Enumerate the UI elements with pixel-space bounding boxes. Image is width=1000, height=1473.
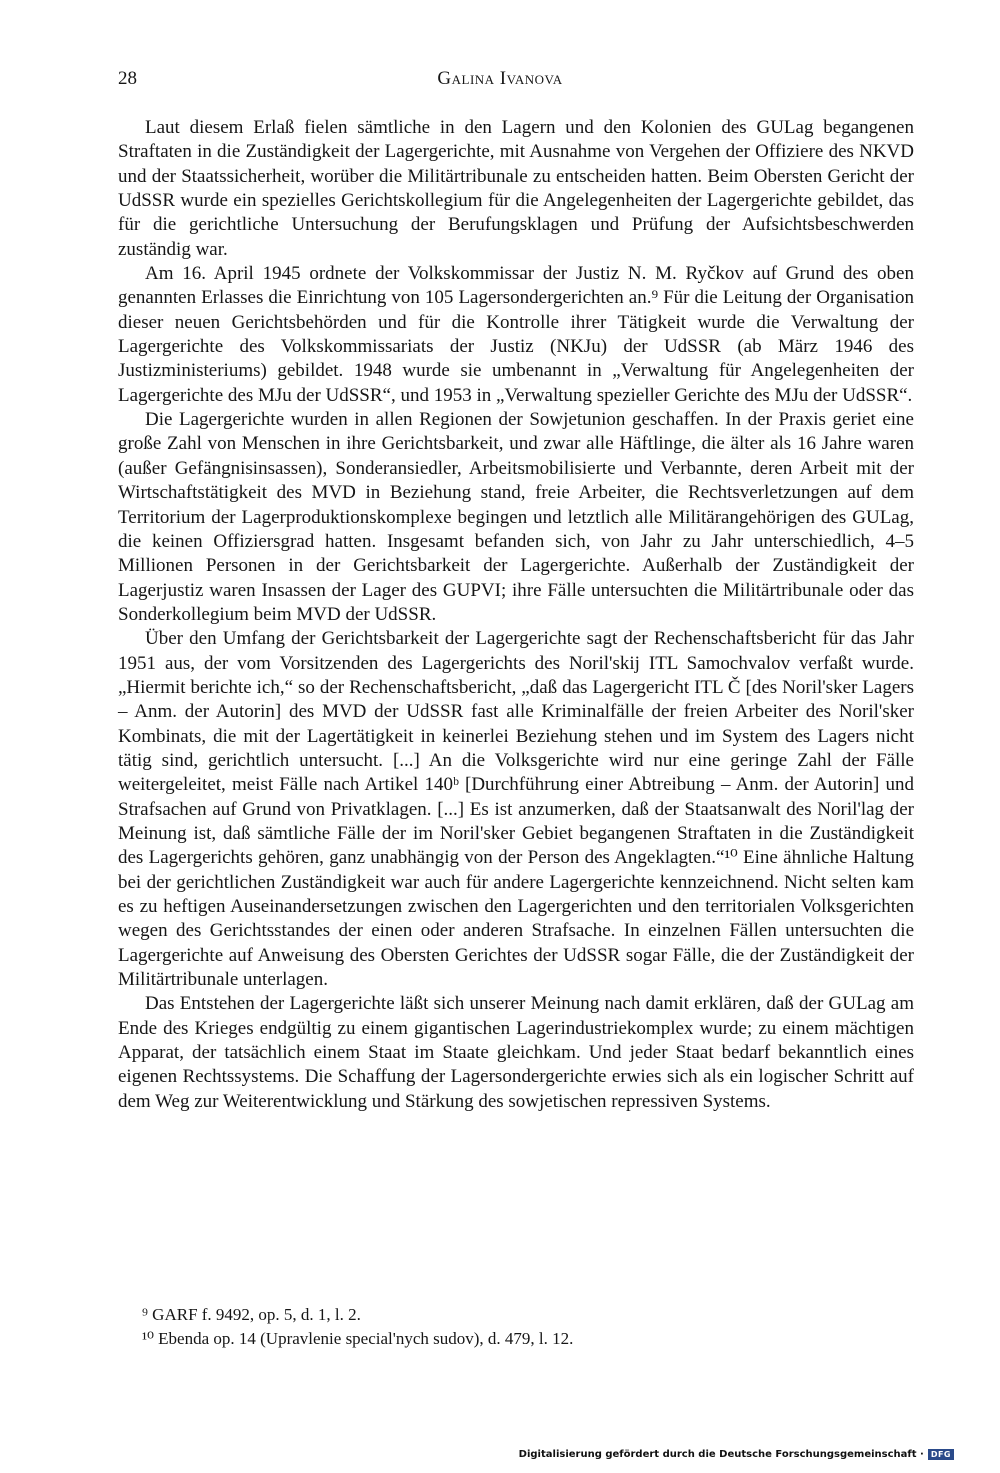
digitization-credit (519, 1449, 954, 1460)
footnotes (118, 1303, 914, 1351)
body-text (118, 116, 914, 1114)
page-number: 28 (118, 68, 137, 89)
paragraph: Das Entstehen der Lagergerichte läßt sich unserer Meinung nach damit erklären, daß der GULag am Ende des Krieges endgültig zu einem gigantischen Lagerindustriekomplex wurde; zu einem mächtigen Apparat, der tatsächlich einem Staat im Staate gleichkam. Und jeder Staat bedarf bekanntlich eines eigenen Rechtssystems. Die Schaffung der Lagersondergerichte erwies sich als ein logischer Schritt auf dem Weg zur Weiterentwicklung und Stärkung des sowjetischen repressiven Systems. (118, 993, 914, 1112)
paragraph: Am 16. April 1945 ordnete der Volkskommissar der Justiz N. M. Ryčkov auf Grund des oben genannten Erlasses die Einrichtung von 105 Lagersondergerichten an.⁹ Für die Leitung der Organisation dieser neuen Gerichtsbehörden und für die Kontrolle ihrer Tätigkeit wurde die Verwaltung der Lagergerichte des Volkskommissariats der Justiz (NKJu) der UdSSR (ab März 1946 des Justizministeriums) gebildet. 1948 wurde sie umbenannt in „Verwaltung für Angelegenheiten der Lagergerichte des MJu der UdSSR“, und 1953 in „Verwaltung spezieller Gerichte des MJu der UdSSR“. (118, 263, 914, 406)
running-head: Galina Ivanova (437, 68, 563, 89)
credit-text: Digitalisierung gefördert durch die Deutsche Forschungsgemeinschaft · (518, 1449, 924, 1460)
paragraph: Über den Umfang der Gerichtsbarkeit der Lagergerichte sagt der Rechenschaftsbericht für das Jahr 1951 aus, der vom Vorsitzenden des Lagergerichts des Noril'skij ITL Samochvalov verfaßt wurde. „Hiermit berichte ich,“ so der Rechenschaftsbericht, „daß das Lagergericht ITL Č [des Noril'sker Lagers – Anm. der Autorin] des MVD der UdSSR fast alle Kriminalfälle der freien Arbeiter des Noril'sker Kombinats, die mit der Lagertätigkeit in keinerlei Beziehung stehen und im System des Lagers nicht tätig sind, gerichtlich untersucht. [...] An die Volksgerichte wird nur eine geringe Zahl der Fälle weitergeleitet, meist Fälle nach Artikel 140ᵇ [Durchführung einer Abtreibung – Anm. der Autorin] und Strafsachen auf Grund von Privatklagen. [...] Es ist anzumerken, daß der Staatsanwalt des Noril'lag der Meinung ist, daß sämtliche Fälle der im Noril'sker Gebiet begangenen Straftaten in die Zuständigkeit des Lagergerichts gehören, ganz unabhängig von der Person des Angeklagten.“¹⁰ Eine ähnliche Haltung bei der gerichtlichen Zuständigkeit war auch für andere Lagergerichte kennzeichnend. Nicht selten kam es zu heftigen Auseinandersetzungen zwischen den Lagergerichten und den territorialen Volksgerichten wegen des Gerichtsstandes der einen oder anderen Strafsache. In einzelnen Fällen untersuchten die Lagergerichte auf Anweisung des Obersten Gerichtes der UdSSR sogar Fälle, die der Zuständigkeit der Militärtribunale unterlagen. (118, 628, 914, 991)
dfg-logo-icon: DFG (928, 1449, 954, 1460)
paragraph: Laut diesem Erlaß fielen sämtliche in den Lagern und den Kolonien des GULag begangenen Straftaten in die Zuständigkeit der Lagergerichte, mit Ausnahme von Vergehen der Offiziere des NKVD und der Staatssicherheit, worüber die Militärtribunale zu entscheiden hatten. Beim Obersten Gericht der UdSSR wurde ein spezielles Gerichtskollegium für die Angelegenheiten der Lagergerichte gebildet, das für die gerichtliche Untersuchung der Berufungsklagen und Prüfung der Aufsichtsbeschwerden zuständig war. (118, 117, 914, 260)
paragraph: Die Lagergerichte wurden in allen Regionen der Sowjetunion geschaffen. In der Praxis geriet eine große Zahl von Menschen in ihre Gerichtsbarkeit, und zwar alle Häftlinge, die älter als 16 Jahre waren (außer Gefängnisinsassen), Sonderansiedler, Arbeitsmobilisierte und Verbannte, deren Arbeit mit der Wirtschaftstätigkeit des MVD in Beziehung stand, freie Arbeiter, die Rechtsverletzungen auf dem Territorium der Lagerproduktionskomplexe begingen und letztlich alle Militärangehörigen des GULag, die keinen Offiziersgrad hatten. Insgesamt befanden sich, von Jahr zu Jahr unterschiedlich, 4–5 Millionen Personen in der Gerichtsbarkeit der Lagergerichte. Außerhalb der Zuständigkeit der Lagerjustiz waren Insassen der Lager des GUPVI; ihre Fälle untersuchten die Militärtribunale oder das Sonderkollegium beim MVD der UdSSR. (118, 409, 914, 625)
footnote: ⁹ GARF f. 9492, op. 5, d. 1, l. 2. (142, 1305, 361, 1324)
footnote: ¹⁰ Ebenda op. 14 (Upravlenie special'nych sudov), d. 479, l. 12. (142, 1329, 574, 1348)
